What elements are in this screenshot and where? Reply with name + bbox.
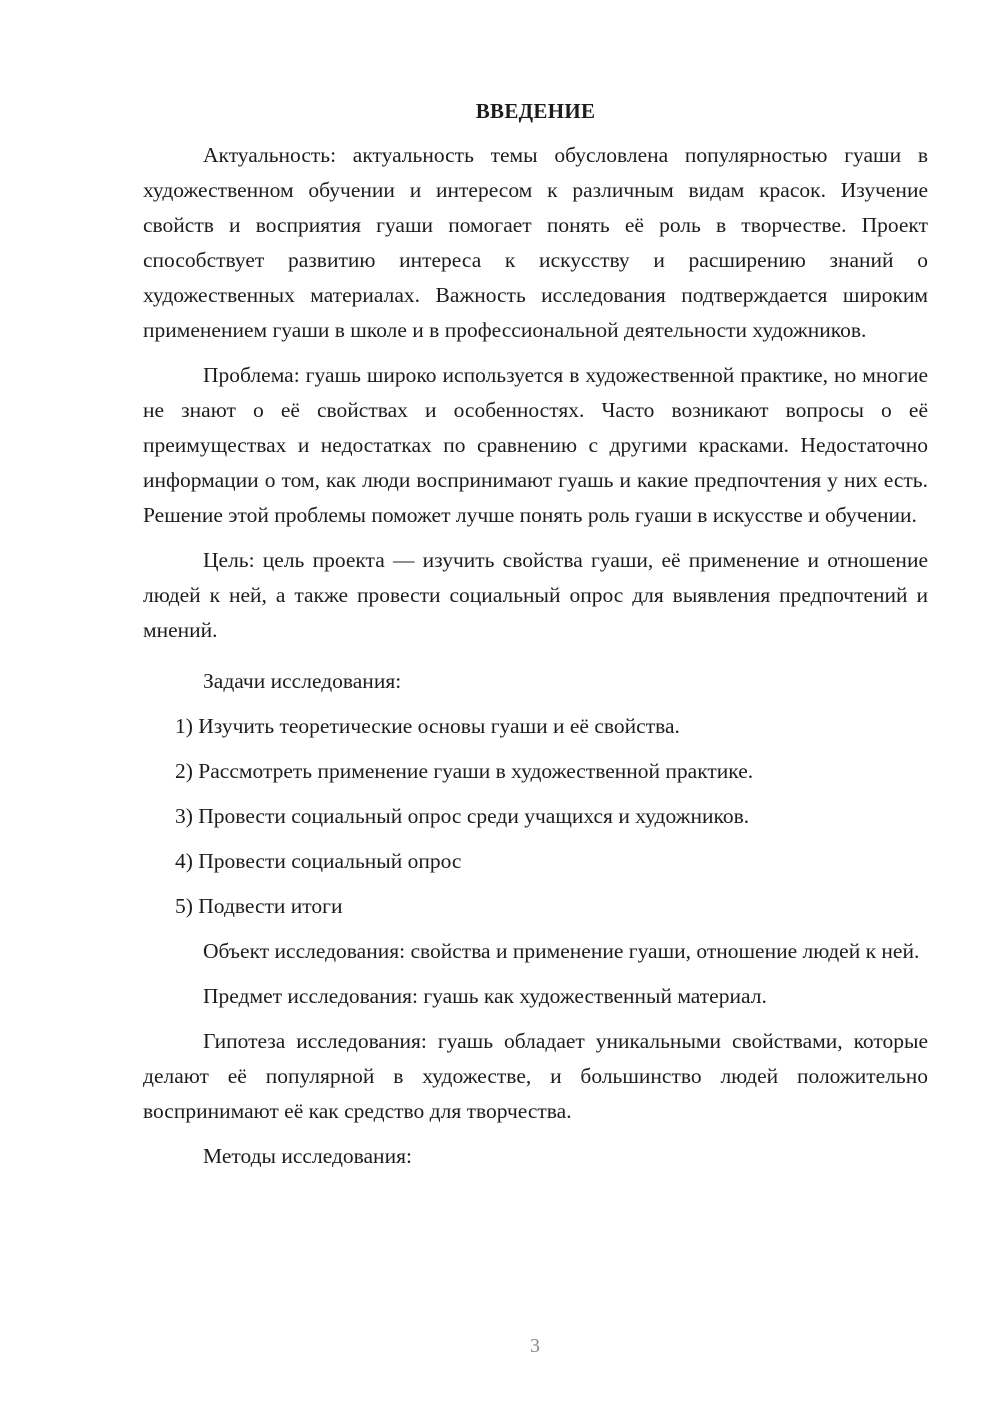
methods-heading: Методы исследования: <box>203 1144 412 1168</box>
list-item: 4) Провести социальный опрос <box>175 849 462 873</box>
paragraph-hypothesis: Гипотеза исследования: гуашь обладает уникальными свойствами, которые делают её популярной в художестве, и большинство людей положительно воспринимают её как средство для творчества. <box>143 1029 928 1123</box>
list-item: 3) Провести социальный опрос среди учащихся и художников. <box>175 804 750 828</box>
tasks-list <box>143 709 928 924</box>
tasks-heading: Задачи исследования: <box>203 669 402 693</box>
paragraph-goal: Цель: цель проекта — изучить свойства гуаши, её применение и отношение людей к ней, а также провести социальный опрос для выявления предпочтений и мнений. <box>143 548 928 642</box>
list-item: 5) Подвести итоги <box>175 894 343 918</box>
paragraph-relevance: Актуальность: актуальность темы обусловлена популярностью гуаши в художественном обучении и интересом к различным видам красок. Изучение свойств и восприятия гуаши помогает понять её роль в творчестве. Проект способствует развитию интереса к искусству и расширению знаний о художественных материалах. Важность исследования подтверждается широким применением гуаши в школе и в профессиональной деятельности художников. <box>143 143 928 342</box>
page-number: 3 <box>530 1335 540 1357</box>
list-item: 1) Изучить теоретические основы гуаши и её свойства. <box>175 714 680 738</box>
section-title: ВВЕДЕНИЕ <box>475 99 596 123</box>
document-page <box>143 96 928 1184</box>
list-item: 2) Рассмотреть применение гуаши в художественной практике. <box>175 759 754 783</box>
paragraph-subject: Предмет исследования: гуашь как художественный материал. <box>203 984 767 1008</box>
paragraph-object: Объект исследования: свойства и применение гуаши, отношение людей к ней. <box>203 939 920 963</box>
paragraph-problem: Проблема: гуашь широко используется в художественной практике, но многие не знают о её свойствах и особенностях. Часто возникают вопросы о её преимуществах и недостатках по сравнению с другими красками. Недостаточно информации о том, как люди воспринимают гуашь и какие предпочтения у них есть. Решение этой проблемы поможет лучше понять роль гуаши в искусстве и обучении. <box>143 363 928 527</box>
